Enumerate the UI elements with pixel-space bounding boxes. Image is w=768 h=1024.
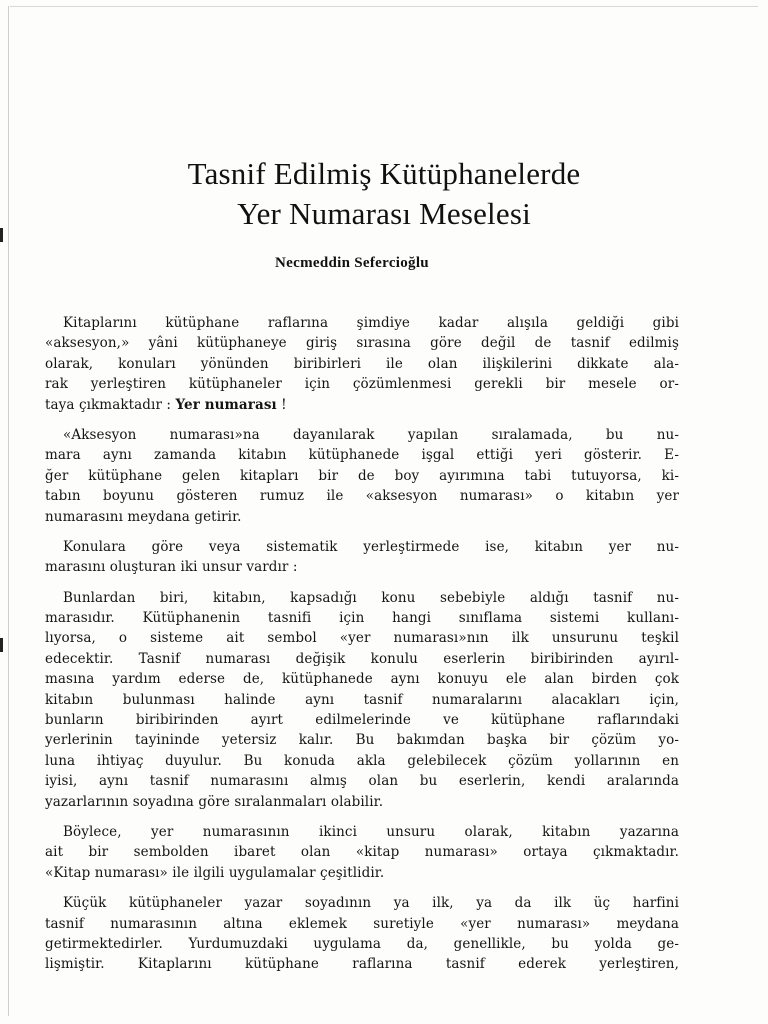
paragraph — [45, 537, 679, 578]
text-line: yazarlarının soyadına göre sıralanmaları olabilir. — [45, 793, 384, 810]
text-line: ğer kütüphane gelen kitapları bir de boy ayırımına tabi tutuyorsa, ki- — [45, 467, 679, 484]
text-line: «Aksesyon numarası»na dayanılarak yapılan sıralamada, bu nu- — [63, 426, 679, 443]
text-line: bunların biribirinden ayırt edilmelerinde ve kütüphane raflarındaki — [45, 712, 679, 729]
text-line: Kitaplarını kütüphane raflarına şimdiye kadar alışıla geldiği gibi — [63, 315, 679, 331]
article-body — [45, 313, 679, 985]
text-line: edecektir. Tasnif numarası değişik konulu eserlerin biribirinden ayırıl- — [45, 650, 679, 667]
margin-mark — [0, 638, 3, 652]
scan-edge — [10, 6, 758, 7]
text-line: ait bir sembolden ibaret olan «kitap numarası» ortaya çıkmaktadır. — [45, 844, 679, 861]
paragraph — [45, 822, 679, 883]
text-line: getirmektedirler. Yurdumuzdaki uygulama da, genellikle, bu yolda ge- — [45, 935, 679, 952]
title-line-1: Tasnif Edilmiş Kütüphanelerde — [187, 156, 581, 191]
text-line: lişmiştir. Kitaplarını kütüphane raflarına tasnif ederek yerleştiren, — [45, 956, 679, 973]
text-line: lıyorsa, o sisteme ait sembol «yer numarası»nın ilk unsurunu teşkil — [45, 630, 679, 647]
text-line: luna ihtiyaç duyulur. Bu konuda akla gelebilecek çözüm yollarının en — [45, 752, 679, 769]
text-run: ! — [276, 396, 287, 413]
text-line: olarak, konuları yönünden biribirleri ile olan ilişkilerini dikkate ala- — [45, 355, 679, 372]
text-line: mara aynı zamanda kitabın kütüphanede işgal ettiği yeri gösterir. E- — [45, 447, 679, 464]
text-line: numarasını meydana getirir. — [45, 508, 242, 525]
paragraph — [45, 425, 679, 527]
text-line: marasıdır. Kütüphanenin tasnifi için hangi sınıflama sistemi kullanı- — [45, 610, 679, 627]
paragraph — [45, 893, 679, 975]
paragraph — [45, 313, 679, 415]
emphasis-text: Yer numarası — [175, 396, 277, 413]
article-title — [0, 154, 768, 234]
text-line: Bunlardan biri, kitabın, kapsadığı konu sebebiyle aldığı tasnif nu- — [63, 589, 679, 606]
text-line: yerlerinin tayininde yetersiz kalır. Bu bakımdan başka bir çözüm yo- — [45, 732, 679, 749]
text-line: kitabın bulunması halinde aynı tasnif numaralarını alacakları için, — [45, 691, 679, 708]
text-line: iyisi, aynı tasnif numarasını almış olan bu eserlerin, kendi aralarında — [45, 773, 679, 790]
text-line: Konulara göre veya sistematik yerleştirmede ise, kitabın yer nu- — [63, 538, 679, 555]
title-line-2: Yer Numarası Meselesi — [237, 196, 531, 231]
text-line: Küçük kütüphaneler yazar soyadının ya ilk, ya da ilk üç harfini — [63, 895, 679, 912]
text-line: rak yerleştiren kütüphaneler için çözümlenmesi gerekli bir mesele or- — [45, 376, 679, 393]
text-line: Böylece, yer numarasının ikinci unsuru olarak, kitabın yazarına — [63, 823, 679, 840]
author-name: Necmeddin Sefercioğlu — [275, 255, 429, 271]
text-run: taya çıkmaktadır : — [45, 396, 176, 413]
text-line: masına yardım ederse de, kütüphanede aynı konuyu ele alan birden çok — [45, 671, 679, 688]
text-line: «aksesyon,» yâni kütüphaneye giriş sırasına göre değil de tasnif edilmiş — [45, 335, 679, 352]
text-line — [45, 395, 679, 415]
text-line: tasnif numarasının altına eklemek suretiyle «yer numarası» meydana — [45, 915, 679, 932]
text-line: marasını oluşturan iki unsur vardır : — [45, 559, 298, 576]
text-line: «Kitap numarası» ile ilgili uygulamalar çeşitlidir. — [45, 864, 385, 881]
paragraph — [45, 588, 679, 812]
text-line: tabın boyunu gösteren rumuz ile «aksesyon numarası» o kitabın yer — [45, 488, 679, 505]
